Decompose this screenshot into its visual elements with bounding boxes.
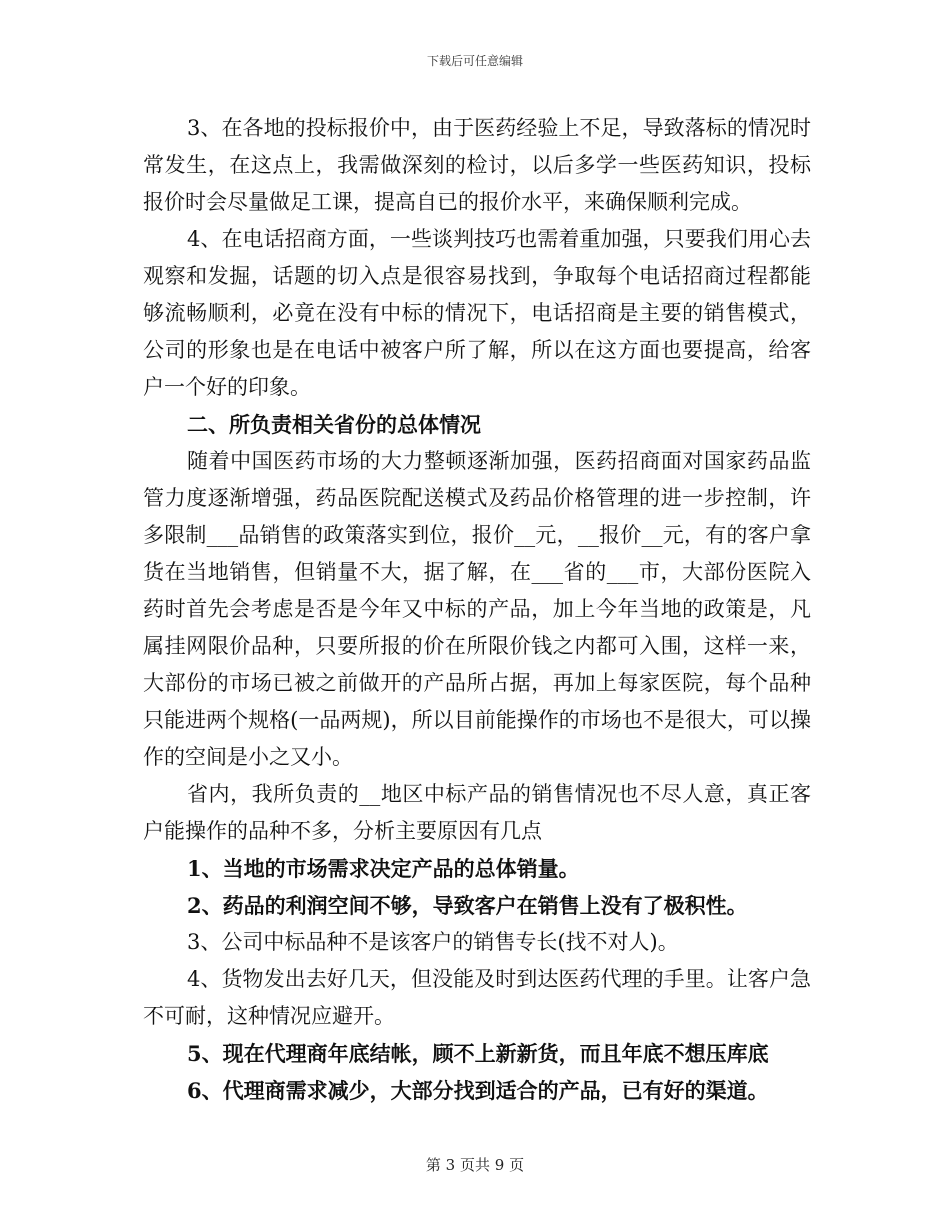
page-footer: 第 3 页共 9 页: [425, 1156, 525, 1174]
page-header: 下载后可任意编辑: [426, 54, 523, 68]
reason-5: 5、现在代理商年底结帐，顾不上新新货，而且年底不想压库底: [187, 1041, 769, 1066]
paragraph-item-4: 4、在电话招商方面，一些谈判技巧也需着重加强，只要我们用心去观察和发掘，话题的切入点是很容易找到，争取每个电话招商过程都能够流畅顺利，必竟在没有中标的情况下，电话招商是主要的销售模式，公司的形象也是在电话中被客户所了解，所以在这方面也要提高，给客户一个好的印象。: [143, 227, 811, 399]
reason-3: 3、公司中标品种不是该客户的销售专长(找不对人)。: [187, 930, 679, 954]
reason-6: 6、代理商需求减少，大部分找到适合的产品，已有好的渠道。: [187, 1078, 769, 1103]
reason-2: 2、药品的利润空间不够，导致客户在销售上没有了极积性。: [187, 893, 748, 918]
document-body: [143, 110, 811, 1109]
paragraph-market-overview: 随着中国医药市场的大力整顿逐渐加强，医药招商面对国家药品监管力度逐渐增强，药品医院配送模式及药品价格管理的进一步控制，许多限制___品销售的政策落实到位，报价__元，__报价__元，有的客户拿货在当地销售，但销量不大，据了解，在___省的___市，大部份医院入药时首先会考虑是否是今年又中标的产品，加上今年当地的政策是，凡属挂网限价品种，只要所报的价在所限价钱之内都可入围，这样一来，大部份的市场已被之前做开的产品所占据，再加上每家医院，每个品种只能进两个规格(一品两规)，所以目前能操作的市场也不是很大，可以操作的空间是小之又小。: [143, 449, 811, 769]
paragraph-province-sales: 省内，我所负责的__地区中标产品的销售情况也不尽人意，真正客户能操作的品种不多，分析主要原因有几点: [143, 782, 811, 843]
reason-4: 4、货物发出去好几天，但没能及时到达医药代理的手里。让客户急不可耐，这种情况应避开。: [143, 967, 811, 1028]
section-heading: 二、所负责相关省份的总体情况: [187, 412, 481, 437]
paragraph-item-3: 3、在各地的投标报价中，由于医药经验上不足，导致落标的情况时常发生，在这点上，我需做深刻的检讨，以后多学一些医药知识，投标报价时会尽量做足工课，提高自已的报价水平，来确保顺利完成。: [143, 116, 811, 214]
reason-1: 1、当地的市场需求决定产品的总体销量。: [187, 856, 580, 881]
